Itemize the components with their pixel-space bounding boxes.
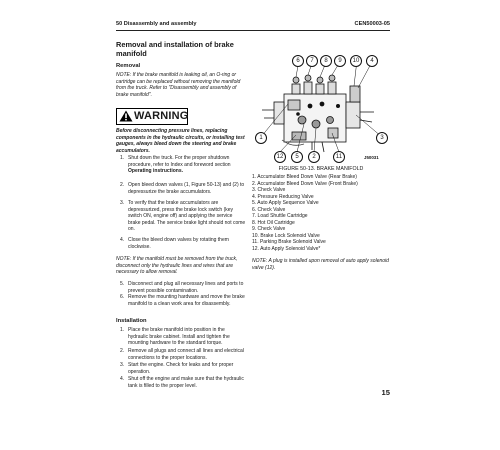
callout-11: 11 [333, 151, 345, 163]
callout-2: 2 [308, 151, 320, 163]
removal-note: NOTE: If the brake manifold is leaking oil, an O-ring or cartridge can be replaced without removing the manifold from the truck. Refer to "Disassembly and assembly of brake manifold". [116, 72, 241, 98]
warning-triangle-icon [119, 110, 133, 122]
callout-8: 8 [320, 55, 332, 67]
legend-item: 12. Auto Apply Solenoid Valve* [252, 245, 321, 252]
legend-item: 1. Accumulator Bleed Down Valve (Rear Brake) [252, 174, 357, 180]
step-number: 3. [120, 362, 125, 368]
step-text: Shut down the truck. For the proper shutdown procedure, refer to Index and foreword section Operating instructions. [128, 155, 246, 175]
legend-item: 4. Pressure Reducing Valve [252, 193, 314, 200]
callout-10: 10 [350, 55, 362, 67]
step-text: Disconnect and plug all necessary lines and ports to prevent possible contamination. [128, 281, 244, 294]
step-emphasis: Operating instructions. [128, 168, 184, 174]
legend-item: 11. Parking Brake Solenoid Valve [252, 239, 326, 245]
legend-item: 5. Auto Apply Sequence Valve [252, 200, 319, 206]
page-number: 15 [381, 388, 390, 397]
legend-item: 6. Check Valve [252, 206, 286, 213]
page-title: Removal and installation of brake manifold [116, 40, 234, 58]
manifold-body [262, 75, 374, 152]
callout-5: 5 [291, 151, 303, 163]
figure-caption: FIGURE 50-13. BRAKE MANIFOLD [278, 166, 364, 172]
legend-item: 10. Brake Lock Solenoid Valve [252, 232, 320, 239]
step-number: 2. [120, 348, 125, 354]
callout-1: 1 [255, 132, 267, 144]
step-text: To verify that the brake accumulators are depressurized, press the brake lock switch (key switch ON, engine off) and applying the service brake pedal. The service brake light should not come on. [128, 200, 246, 232]
section-header: 50 Disassembly and assembly [116, 21, 197, 27]
callout-12: 12 [274, 151, 286, 163]
header-rule [116, 30, 390, 31]
warning-text: Before disconnecting pressure lines, replacing components in the hydraulic circuits, or installing test gauges, always bleed down the steering and brake accumulators. [116, 128, 245, 154]
step-number: 3. [120, 200, 125, 206]
removal-note-2: NOTE: If the manifold must be removed from the truck, disconnect only the hydraulic lines and wires that are necessary to allow removal. [116, 256, 238, 276]
warning-box [116, 108, 188, 125]
removal-heading: Removal [116, 63, 141, 69]
legend-item: 2. Accumulator Bleed Down Valve (Front Brake) [252, 180, 358, 187]
document-code: CEN50003-05 [354, 21, 390, 27]
step-text: Remove all plugs and connect all lines and electrical connections to the proper locations. [128, 348, 244, 361]
legend-item: 3. Check Valve [252, 187, 286, 193]
callout-7: 7 [306, 55, 318, 67]
callout-9: 9 [334, 55, 346, 67]
step-text: Close the bleed down valves by rotating them clockwise. [128, 237, 229, 250]
legend-item: 7. Load Shuttle Cartridge [252, 213, 308, 219]
step-text: Open bleed down valves (1, Figure 50-13) and (2) to depressurize the brake accumulators. [128, 182, 245, 195]
step-text: Shut off the engine and make sure that the hydraulic tank is filled to the proper level. [128, 376, 244, 389]
step-number: 6. [120, 294, 125, 300]
legend-item: 8. Hot Oil Cartridge [252, 219, 295, 226]
step-number: 1. [120, 327, 125, 333]
step-number: 2. [120, 182, 125, 188]
callout-3: 3 [376, 132, 388, 144]
legend-item: 9. Check Valve [252, 226, 286, 232]
step-number: 4. [120, 376, 125, 382]
left-column [116, 40, 246, 58]
installation-heading: Installation [116, 318, 147, 324]
removal-step-1 [120, 155, 246, 181]
warning-label: WARNING [134, 110, 189, 122]
step-number: 5. [120, 281, 125, 287]
step-number: 1. [120, 155, 125, 161]
callout-6: 6 [292, 55, 304, 67]
step-number: 4. [120, 237, 125, 243]
step-text: Remove the mounting hardware and move the brake manifold to a clean work area for disassembly. [128, 294, 245, 307]
step-text: Place the brake manifold into position in the hydraulic brake cabinet. Install and tighten the mounting hardware to the standard torque. [128, 327, 230, 346]
figure-note: NOTE: A plug is installed upon removal of auto apply solenoid valve (12). [252, 258, 389, 271]
figure-code: J50031 [364, 155, 379, 160]
callout-4: 4 [366, 55, 378, 67]
step-text: Start the engine. Check for leaks and for proper operation. [128, 362, 234, 375]
